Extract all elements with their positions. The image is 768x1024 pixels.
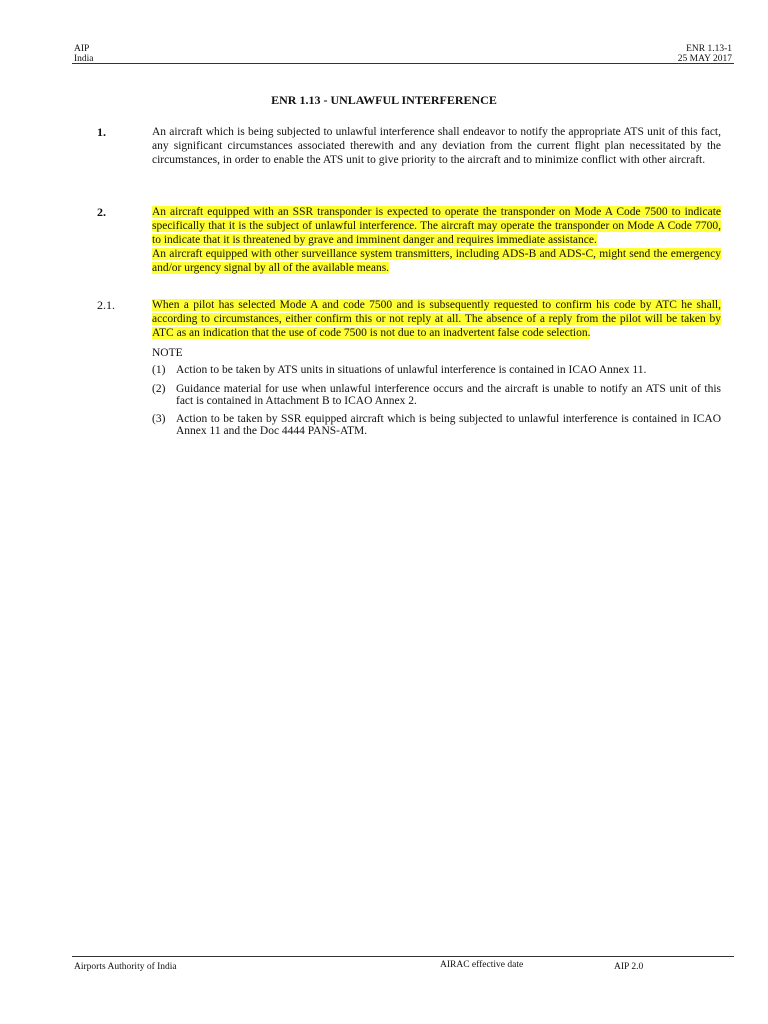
section-2-number: 2. [97,205,106,219]
section-2-text-a: An aircraft equipped with an SSR transponder is expected to operate the transponder on Mode A Code 7500 to indicate specifically that it is the subject of unlawful interference. The aircraft may operate the transponder on Mode A Code 7700, to indicate that it is threatened by grave and imminent danger and requires immediate assistance. [152,206,721,246]
section-2-1-number: 2.1. [97,298,115,312]
header-publication: AIP [74,44,90,54]
note-item-1 [152,364,721,376]
page-title: ENR 1.13 - UNLAWFUL INTERFERENCE [271,93,497,107]
note-label: NOTE [152,347,183,359]
footer-aip-version: AIP 2.0 [614,962,644,972]
header-country: India [74,53,94,64]
header-rule [72,63,734,64]
section-1-text: An aircraft which is being subjected to unlawful interference shall endeavor to notify the appropriate ATS unit of this fact, any significant circumstances associated therewith and any deviation from the current flight plan necessitated by the circumstances, in order to enable the ATS unit to give priority to the aircraft and to minimize conflict with other aircraft. [152,126,721,166]
footer-rule [72,956,734,957]
header-left [74,45,94,64]
note-item-number: (1) [152,364,166,376]
note-item-text: Guidance material for use when unlawful interference occurs and the aircraft is unable to notify an ATS unit of this fact is contained in Attachment B to ICAO Annex 2. [176,383,721,407]
footer-publisher: Airports Authority of India [74,962,177,972]
section-2-1-body [152,298,721,340]
note-item-2 [152,383,721,407]
note-item-number: (2) [152,383,166,395]
section-2-body [152,205,721,275]
note-item-text: Action to be taken by SSR equipped aircraft which is being subjected to unlawful interference is contained in ICAO Annex 11 and the Doc 4444 PANS-ATM. [176,413,721,437]
note-item-number: (3) [152,413,166,425]
header-date: 25 MAY 2017 [677,53,732,64]
note-item-text: Action to be taken by ATS units in situations of unlawful interference is contained in ICAO Annex 11. [176,364,647,376]
section-2-text-b: An aircraft equipped with other surveillance system transmitters, including ADS-B and ADS-C, might send the emergency and/or urgency signal by all of the available means. [152,248,721,274]
footer-airac: AIRAC effective date [440,960,524,970]
header-page-number: ENR 1.13-1 [686,44,732,54]
section-2-1-text: When a pilot has selected Mode A and code 7500 and is subsequently requested to confirm his code by ATC he shall, according to circumstances, either confirm this or not reply at all. The absence of a reply from the pilot will be taken by ATC as an indication that the use of code 7500 is not due to an inadvertent false code selection. [152,299,721,339]
section-1-number: 1. [97,125,106,139]
header-right [678,45,732,64]
note-item-3 [152,413,721,437]
